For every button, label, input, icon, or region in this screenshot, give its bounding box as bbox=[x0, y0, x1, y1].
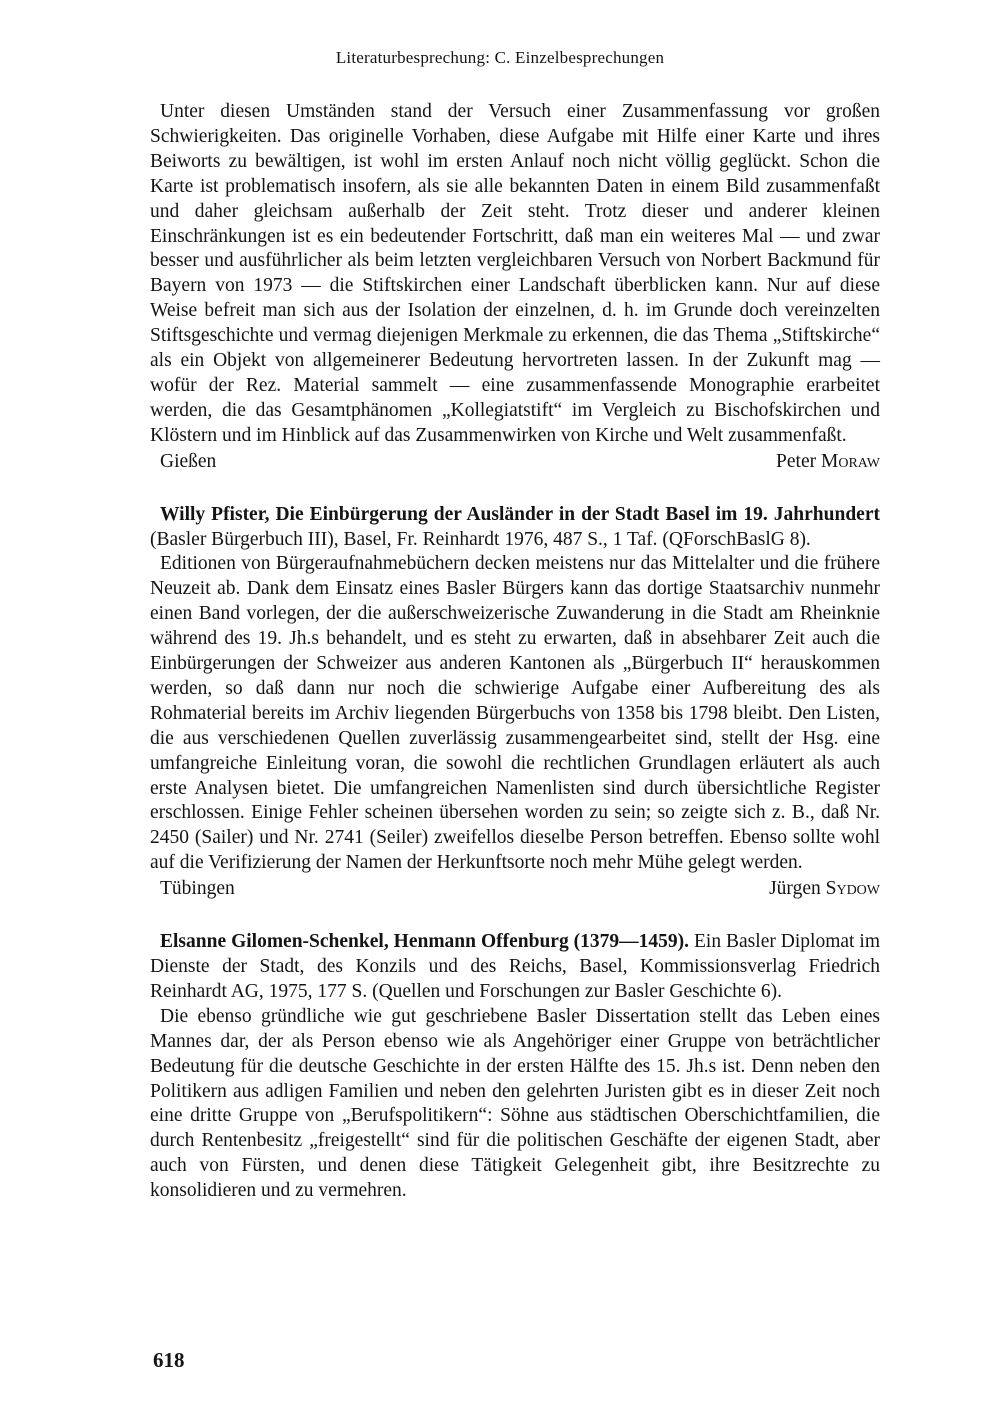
review-2-paragraph: Editionen von Bürgeraufnahmebüchern decken meistens nur das Mittelalter und die frühere Neuzeit ab. Dank dem Einsatz eines Basler Bürgers kann das dortige Staatsarchiv nunmehr einen Band vorlegen, der die außerschweizerische Zuwanderung in die Stadt am Rheinknie während des 19. Jh.s behandelt, und es steht zu erwarten, daß in absehbarer Zeit auch die Einbürgerungen der Schweizer aus anderen Kantonen als „Bürgerbuch II“ herauskommen werden, so daß dann nur noch die schwierige Aufgabe einer Aufbereitung des als Rohmaterial bereits im Archiv liegenden Bürgerbuchs von 1358 bis 1798 bleibt. Den Listen, die aus verschiedenen Quellen zuverlässig zusammengearbeitet sind, stellt der Hsg. eine umfangreiche Einleitung voran, die sowohl die rechtlichen Grundlagen erläutert als auch erste Analysen bietet. Die umfangreichen Namenlisten sind durch übersichtliche Register erschlossen. Einige Fehler scheinen übersehen worden zu sein; so zeigte sich z. B., daß Nr. 2450 (Sailer) und Nr. 2741 (Seiler) zweifellos dieselbe Person betreffen. Ebenso sollte wohl auf die Verifizierung der Namen der Herkunftsorte noch mehr Mühe gelegt werden. bbox=[150, 553, 880, 874]
review-2-title-bold: Willy Pfister, Die Einbürgerung der Ausländer in der Stadt Basel im 19. Jahrhundert bbox=[160, 503, 880, 525]
review-2 bbox=[150, 503, 880, 903]
review-3-paragraph: Die ebenso gründliche wie gut geschriebene Basler Dissertation stellt das Leben eines Mannes dar, der als Person ebenso wie als Angehöriger einer Gruppe von beträchtlicher Bedeutung für die deutsche Geschichte in der ersten Hälfte des 15. Jh.s ist. Denn neben den Politikern aus adligen Familien und neben den gelehrten Juristen gibt es in dieser Zeit noch eine dritte Gruppe von „Berufspolitikern“: Söhne aus städtischen Oberschichtfamilien, die durch Rentenbesitz „freigestellt“ sind für die politischen Geschäfte der eigenen Stadt, aber auch von Fürsten, und denen diese Tätigkeit Gelegenheit gibt, ihre Besitzrechte zu konsolidieren und zu vermehren. bbox=[150, 1005, 880, 1202]
review-1-signature bbox=[776, 450, 880, 475]
review-1-paragraph: Unter diesen Umständen stand der Versuch einer Zusammenfassung vor großen Schwierigkeiten. Das originelle Vorhaben, diese Aufgabe mit Hilfe einer Karte und ihres Beiworts zu bewältigen, ist wohl im ersten Anlauf noch nicht völlig geglückt. Schon die Karte ist problematisch insofern, als sie alle bekannten Daten in einem Bild zusammenfaßt und daher gleichsam außerhalb der Zeit steht. Trotz dieser und anderer kleinen Einschränkungen ist es ein bedeutender Fortschritt, daß man ein weiteres Mal — und zwar besser und ausführlicher als beim letzten vergleichbaren Versuch von Norbert Backmund für Bayern von 1973 — die Stiftskirchen einer Landschaft überblicken kann. Nur auf diese Weise befreit man sich aus der Isolation der einzelnen, d. h. im Grunde doch vereinzelten Stiftsgeschichte und vermag diejenigen Merkmale zu erkennen, die das Thema „Stiftskirche“ als ein Objekt von allgemeinerer Bedeutung hervortreten lassen. In der Zukunft mag — wofür der Rez. Material sammelt — eine zusammenfassende Monographie erarbeitet werden, die das Gesamtphänomen „Kollegiatstift“ im Vergleich zu Bischofskirchen und Klöstern und im Hinblick auf das Zusammenwirken von Kirche und Welt zusammenfaßt. bbox=[150, 101, 880, 446]
page-number: 618 bbox=[153, 1348, 185, 1372]
review-2-signature-first: Jürgen bbox=[769, 878, 821, 900]
review-1-signature-first: Peter bbox=[776, 450, 817, 472]
review-3-title-rest: Ein Basler Diplomat im Dienste der Stadt, des Konzils und des Reichs, Basel, Kommissionsverlag Friedrich Reinhardt AG, 1975, 177 S. (Quellen und Forschungen zur Basler Geschichte 6). bbox=[150, 931, 880, 1002]
review-1-place: Gießen bbox=[160, 450, 217, 472]
body-text bbox=[150, 100, 880, 1204]
review-2-place: Tübingen bbox=[160, 878, 235, 900]
review-1-signature-last: Moraw bbox=[821, 450, 880, 472]
review-2-signature bbox=[769, 877, 880, 902]
review-2-signature-last: Sydow bbox=[825, 878, 880, 900]
review-3-title-bold: Elsanne Gilomen-Schenkel, Henmann Offenburg (1379—1459). bbox=[160, 931, 690, 953]
review-2-title-rest: (Basler Bürgerbuch III), Basel, Fr. Reinhardt 1976, 487 S., 1 Taf. (QForschBaslG 8). bbox=[150, 528, 811, 550]
review-3-heading bbox=[150, 930, 880, 1005]
review-2-heading bbox=[150, 503, 880, 553]
review-3 bbox=[150, 930, 880, 1204]
review-2-signature-line bbox=[150, 877, 880, 902]
running-head: Literaturbesprechung: C. Einzelbesprechungen bbox=[335, 48, 665, 67]
review-1-signature-line bbox=[150, 450, 880, 475]
review-1 bbox=[150, 100, 880, 475]
